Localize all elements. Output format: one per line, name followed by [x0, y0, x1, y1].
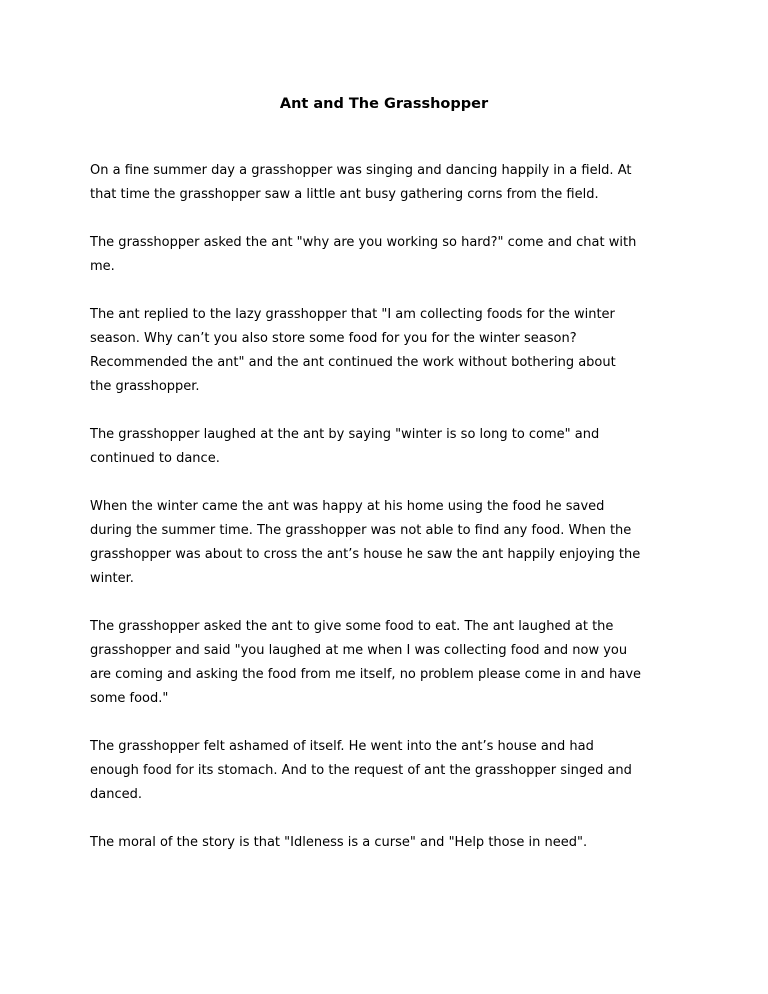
paragraph-line: are coming and asking the food from me itself, no problem please come in and have [90, 667, 642, 682]
paragraph-line: me. [90, 259, 115, 274]
paragraph-6 [90, 615, 686, 711]
paragraph-line: The grasshopper felt ashamed of itself. He went into the ant’s house and had [90, 739, 594, 754]
paragraph-line: When the winter came the ant was happy at his home using the food he saved [90, 499, 605, 514]
paragraph-line: the grasshopper. [90, 379, 200, 394]
paragraph-line: The moral of the story is that "Idleness is a curse" and "Help those in need". [90, 835, 588, 850]
paragraph-line: Recommended the ant" and the ant continued the work without bothering about [90, 355, 616, 370]
paragraph-line: The grasshopper laughed at the ant by saying "winter is so long to come" and [90, 427, 600, 442]
paragraph-line: continued to dance. [90, 451, 220, 466]
paragraph-line: The grasshopper asked the ant "why are you working so hard?" come and chat with [90, 235, 637, 250]
paragraph-5 [90, 495, 686, 591]
paragraph-line: winter. [90, 571, 134, 586]
paragraph-3 [90, 303, 686, 399]
paragraph-line: enough food for its stomach. And to the request of ant the grasshopper singed and [90, 763, 632, 778]
story-body [90, 159, 686, 879]
paragraph-7 [90, 735, 686, 807]
paragraph-line: season. Why can’t you also store some food for you for the winter season? [90, 331, 577, 346]
paragraph-line: during the summer time. The grasshopper was not able to find any food. When the [90, 523, 632, 538]
paragraph-line: some food." [90, 691, 169, 706]
paragraph-line: The grasshopper asked the ant to give some food to eat. The ant laughed at the [90, 619, 614, 634]
paragraph-line: danced. [90, 787, 142, 802]
paragraph-line: On a fine summer day a grasshopper was singing and dancing happily in a field. At [90, 163, 632, 178]
paragraph-line: grasshopper was about to cross the ant’s house he saw the ant happily enjoying the [90, 547, 641, 562]
paragraph-4 [90, 423, 686, 471]
paragraph-2 [90, 231, 686, 279]
paragraph-line: grasshopper and said "you laughed at me when I was collecting food and now you [90, 643, 628, 658]
paragraph-1 [90, 159, 686, 207]
document-title: Ant and The Grasshopper [279, 96, 489, 112]
paragraph-line: that time the grasshopper saw a little ant busy gathering corns from the field. [90, 187, 599, 202]
paragraph-line: The ant replied to the lazy grasshopper that "I am collecting foods for the winter [90, 307, 615, 322]
paragraph-8 [90, 831, 686, 855]
